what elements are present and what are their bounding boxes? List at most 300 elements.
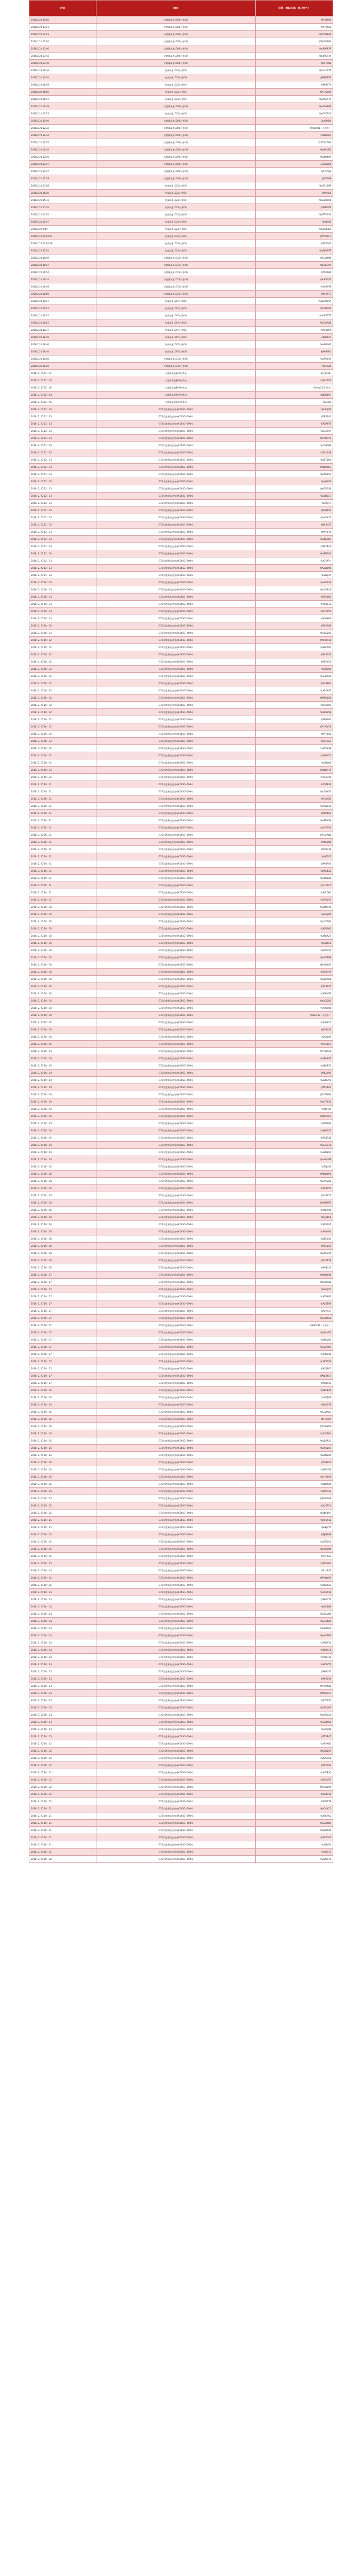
cell-time: 2018. 2. 20 10：28 bbox=[29, 1185, 96, 1192]
cell-place: 包茂高速1023公里K外 bbox=[96, 81, 256, 89]
cell-place: G75京港澳高速南向K1050+500米 bbox=[96, 1690, 256, 1697]
cell-time: 2018/2/21 18:35 bbox=[29, 334, 96, 341]
table-row bbox=[29, 1704, 333, 1711]
cell-plate: 鄂AA8799 bbox=[256, 283, 333, 291]
table-row bbox=[29, 471, 333, 478]
cell-time: 2018. 2. 20 10：32 bbox=[29, 752, 96, 759]
cell-time: 2018. 2. 20 12：33 bbox=[29, 464, 96, 471]
cell-place: G75京港澳高速南向K1050+500米 bbox=[96, 1755, 256, 1762]
cell-plate: 鄂A5NG24 bbox=[256, 1711, 333, 1719]
table-row bbox=[29, 1849, 333, 1856]
table-row bbox=[29, 1019, 333, 1026]
table-row bbox=[29, 1524, 333, 1531]
table-row bbox=[29, 305, 333, 312]
table-row bbox=[29, 363, 333, 370]
cell-plate: 鄂AT8U06 bbox=[256, 839, 333, 846]
cell-place: G75京港澳高速南向K1050+500米 bbox=[96, 954, 256, 961]
cell-time: 2018. 2. 20 12：33 bbox=[29, 442, 96, 449]
cell-place: 京港澳高速断坪收费站 bbox=[96, 377, 256, 384]
cell-time: 2018/2/21 18:20 bbox=[29, 355, 96, 363]
cell-plate: 鄂A00Q6N6 bbox=[256, 38, 333, 45]
table-row bbox=[29, 110, 333, 117]
cell-plate: 鄂A18D50 bbox=[256, 644, 333, 651]
cell-place: G75京港澳高速南向K1050+500米 bbox=[96, 1603, 256, 1611]
cell-place: G75京港澳高速南向K1050+500米 bbox=[96, 774, 256, 781]
table-row bbox=[29, 1834, 333, 1841]
table-row bbox=[29, 197, 333, 204]
cell-place: G75京港澳高速南向K1050+500米 bbox=[96, 1524, 256, 1531]
cell-place: G75京港澳高速南向K1050+500米 bbox=[96, 817, 256, 824]
cell-place: G75京港澳高速南向K1050+500米 bbox=[96, 738, 256, 745]
cell-plate: 鄂A04J92 bbox=[256, 1033, 333, 1041]
table-row bbox=[29, 774, 333, 781]
cell-place: G75京港澳高速南向K1050+500米 bbox=[96, 983, 256, 990]
table-row bbox=[29, 803, 333, 810]
cell-time: 2018. 2. 20 10：27 bbox=[29, 1365, 96, 1372]
cell-plate: 鄂ABS5770 bbox=[256, 96, 333, 103]
cell-place: G75京港澳高速南向K1050+500米 bbox=[96, 572, 256, 579]
cell-plate: 鄂A01P7H bbox=[256, 557, 333, 565]
table-row bbox=[29, 658, 333, 666]
cell-plate: 鄂A3JM56 bbox=[256, 16, 333, 24]
cell-plate: 鄂AF5Z19 bbox=[256, 1243, 333, 1250]
table-row bbox=[29, 1192, 333, 1199]
table-row bbox=[29, 565, 333, 572]
cell-place: G75京港澳高速南向K1050+500米 bbox=[96, 1358, 256, 1365]
cell-place: G75京港澳高速南向K1050+500米 bbox=[96, 1668, 256, 1675]
cell-place: 京港澳高速断坪收费站 bbox=[96, 392, 256, 399]
cell-plate: 鄂A8Q3Y1 bbox=[256, 1077, 333, 1084]
cell-time: 2018/2/21 16:49 bbox=[29, 255, 96, 262]
cell-time: 2018. 2. 20 10：28 bbox=[29, 1156, 96, 1163]
cell-time: 2018. 2. 20 10：31 bbox=[29, 788, 96, 795]
cell-plate: 鄂A81960 bbox=[256, 594, 333, 601]
table-row bbox=[29, 752, 333, 759]
cell-time: 2018. 2. 20 10：22 bbox=[29, 1748, 96, 1755]
cell-time: 2018. 2. 20 10：27 bbox=[29, 1336, 96, 1344]
cell-plate: 鄂A1PD32 bbox=[256, 1235, 333, 1243]
cell-time: 2018/2/21 18:20 bbox=[29, 363, 96, 370]
cell-plate: 鄂AWQ778 bbox=[256, 767, 333, 774]
table-row bbox=[29, 1127, 333, 1134]
table-row bbox=[29, 442, 333, 449]
cell-plate: 鄂A9R046 bbox=[256, 1005, 333, 1012]
cell-time: 2018/2/21 16:47 bbox=[29, 262, 96, 269]
cell-plate: 鄂AG5G58 bbox=[256, 485, 333, 493]
table-row bbox=[29, 1062, 333, 1070]
cell-time: 2018. 2. 20 10：32 bbox=[29, 702, 96, 709]
cell-time: 2018. 2. 20 10：29 bbox=[29, 1149, 96, 1156]
cell-plate: 鄂AX1108 bbox=[256, 449, 333, 456]
cell-plate: 鄂AM1P97 bbox=[256, 1632, 333, 1639]
cell-place: G75京港澳高速南向K1050+500米 bbox=[96, 1820, 256, 1827]
cell-place: G75京港澳高速南向K1050+500米 bbox=[96, 745, 256, 752]
table-row bbox=[29, 392, 333, 399]
cell-time: 2018. 2. 20 10：22 bbox=[29, 1769, 96, 1776]
cell-time: 2018. 2. 20 10：26 bbox=[29, 1445, 96, 1452]
table-row bbox=[29, 103, 333, 110]
cell-time: 2018. 2. 20 10：31 bbox=[29, 839, 96, 846]
table-row bbox=[29, 500, 333, 507]
cell-plate: 鄂A8JV75 bbox=[256, 1524, 333, 1531]
cell-place: G75京港澳高速南向K1050+500米 bbox=[96, 1279, 256, 1286]
cell-place: G75京港澳高速南向K1050+500米 bbox=[96, 1394, 256, 1401]
cell-plate: 鄂AF2V21 bbox=[256, 658, 333, 666]
cell-place: G75京港澳高速南向K1050+500米 bbox=[96, 651, 256, 658]
table-row bbox=[29, 1473, 333, 1481]
cell-time: 2018. 2. 20 10：32 bbox=[29, 658, 96, 666]
cell-place: G75京港澳高速南向K1050+500米 bbox=[96, 976, 256, 983]
table-row bbox=[29, 622, 333, 630]
cell-time: 2018. 2. 20 10：25 bbox=[29, 1495, 96, 1502]
cell-place: G75京港澳高速南向K1050+500米 bbox=[96, 1567, 256, 1574]
table-row bbox=[29, 1228, 333, 1235]
cell-time: 2018. 2. 20 10：23 bbox=[29, 1733, 96, 1740]
cell-place: G75京港澳高速南向K1050+500米 bbox=[96, 1250, 256, 1257]
table-row bbox=[29, 464, 333, 471]
cell-time: 2018/2/21 12:47 bbox=[29, 168, 96, 175]
cell-place: G75京港澳高速南向K1050+500米 bbox=[96, 1070, 256, 1077]
cell-time: 2018/2/21 18:52 bbox=[29, 319, 96, 327]
table-row bbox=[29, 1856, 333, 1863]
cell-plate: 鄂AM2E89 bbox=[256, 954, 333, 961]
table-row bbox=[29, 594, 333, 601]
table-row bbox=[29, 1012, 333, 1019]
cell-place: G75京港澳高速南向K1050+500米 bbox=[96, 752, 256, 759]
cell-place: G75京港澳高速南向K1050+500米 bbox=[96, 1134, 256, 1142]
cell-place: 京港澳高速1006公里K外 bbox=[96, 125, 256, 132]
cell-plate: 鄂AR7C63 bbox=[256, 1834, 333, 1841]
cell-place: G75京港澳高速南向K1050+500米 bbox=[96, 680, 256, 687]
cell-plate: 鄂A8GP52 bbox=[256, 1812, 333, 1820]
table-row bbox=[29, 1791, 333, 1798]
cell-plate: 鄂A38697T bbox=[256, 247, 333, 255]
table-row bbox=[29, 276, 333, 283]
table-row bbox=[29, 1401, 333, 1409]
cell-time: 2018. 2. 20 10：33 bbox=[29, 579, 96, 586]
cell-plate: 鄂A3WK86 bbox=[256, 1683, 333, 1690]
cell-place: G75京港澳高速南向K1050+500米 bbox=[96, 1409, 256, 1416]
table-row bbox=[29, 67, 333, 74]
cell-plate: 鄂CVN003 bbox=[256, 305, 333, 312]
cell-time: 2018. 2. 20 10：25 bbox=[29, 1567, 96, 1574]
cell-plate: 鄂AL9C76 bbox=[256, 1401, 333, 1409]
table-row bbox=[29, 334, 333, 341]
cell-time: 2018. 2. 20 10：31 bbox=[29, 846, 96, 853]
cell-time: 2018. 2. 20 12：33 bbox=[29, 449, 96, 456]
cell-plate: 鄂AN1D20 bbox=[256, 997, 333, 1005]
table-row bbox=[29, 1553, 333, 1560]
cell-time: 2018. 2. 20 10：23 bbox=[29, 1683, 96, 1690]
cell-plate: 鄂A4CN97 bbox=[256, 1510, 333, 1517]
table-row bbox=[29, 1005, 333, 1012]
cell-time: 2018. 2. 20 10：28 bbox=[29, 1243, 96, 1250]
cell-time: 2018. 2. 20 10：30 bbox=[29, 1005, 96, 1012]
cell-time: 2018. 2. 20 10：32 bbox=[29, 687, 96, 694]
cell-plate: 鄂A6KV97 bbox=[256, 990, 333, 997]
cell-time: 2018. 2. 20 10：26 bbox=[29, 1394, 96, 1401]
table-row bbox=[29, 1784, 333, 1791]
cell-time: 2018. 2. 20 10：25 bbox=[29, 1538, 96, 1546]
cell-time: 2018/2/21 18:49 bbox=[29, 283, 96, 291]
cell-plate: 鄂A2YT27 bbox=[256, 1308, 333, 1315]
cell-place: G75京港澳高速南向K1050+500米 bbox=[96, 1647, 256, 1654]
cell-place: G75京港澳高速南向K1050+500米 bbox=[96, 1012, 256, 1019]
cell-place: G75京港澳高速南向K1050+500米 bbox=[96, 1726, 256, 1733]
table-row bbox=[29, 839, 333, 846]
cell-place: G75京港澳高速南向K1050+500米 bbox=[96, 846, 256, 853]
cell-time: 2018. 2. 20 10：27 bbox=[29, 1351, 96, 1358]
table-row bbox=[29, 1647, 333, 1654]
cell-plate: 鄂AT6P29 bbox=[256, 1416, 333, 1423]
cell-time: 2018. 2. 20 10：25 bbox=[29, 1582, 96, 1589]
table-row bbox=[29, 1502, 333, 1510]
cell-plate: 鄂AQJ551 bbox=[256, 940, 333, 947]
cell-time: 2018. 2. 20 10：30 bbox=[29, 940, 96, 947]
cell-place: G75京港澳高速南向K1050+500米 bbox=[96, 860, 256, 868]
cell-place: G75京港澳高速南向K1050+500米 bbox=[96, 435, 256, 442]
cell-time: 2018. 2. 20 10：24 bbox=[29, 1647, 96, 1654]
cell-plate: 鄂AB9S71 bbox=[256, 1647, 333, 1654]
cell-place: G75京港澳高速南向K1050+500米 bbox=[96, 1553, 256, 1560]
cell-place: G75京港澳高速南向K1050+500米 bbox=[96, 1473, 256, 1481]
cell-time: 2018. 2. 20 12：33 bbox=[29, 456, 96, 464]
cell-plate: 鄂AL2V09 bbox=[256, 1070, 333, 1077]
cell-time: 2018. 2. 20 10：21 bbox=[29, 1841, 96, 1849]
cell-plate: 鄂AA1T01 bbox=[256, 377, 333, 384]
table-row bbox=[29, 1315, 333, 1322]
cell-place: G75京港澳高速南向K1050+500米 bbox=[96, 1769, 256, 1776]
cell-plate: 鄂A4G069 bbox=[256, 536, 333, 543]
cell-plate: 鄂A8UU62 bbox=[256, 146, 333, 154]
table-row bbox=[29, 1214, 333, 1221]
table-row bbox=[29, 1048, 333, 1055]
cell-time: 2018. 2. 20 10：31 bbox=[29, 853, 96, 860]
cell-place: 包茂高速1023公里K外 bbox=[96, 67, 256, 74]
cell-place: G75京港澳高速南向K1050+500米 bbox=[96, 1805, 256, 1812]
cell-place: G75京港澳高速南向K1050+500米 bbox=[96, 1106, 256, 1113]
cell-plate: 鄂A2CS56 bbox=[256, 1755, 333, 1762]
cell-place: G75京港澳高速南向K1050+500米 bbox=[96, 1791, 256, 1798]
cell-place: 包茂高速1023公里K外 bbox=[96, 233, 256, 240]
cell-place: G75京港澳高速南向K1050+500米 bbox=[96, 1329, 256, 1336]
cell-plate: 鄂A0DY34 bbox=[256, 1639, 333, 1647]
cell-time: 2018. 2. 20 10：21 bbox=[29, 1805, 96, 1812]
cell-time: 2018/2/21 15:35 bbox=[29, 211, 96, 218]
cell-plate: 鄂AU2N89 bbox=[256, 1820, 333, 1827]
cell-place: G75京港澳高速南向K1050+500米 bbox=[96, 702, 256, 709]
table-row bbox=[29, 456, 333, 464]
cell-plate: 鄂AQ9W40 bbox=[256, 1272, 333, 1279]
cell-time: 2018. 2. 20 10：23 bbox=[29, 1719, 96, 1726]
cell-time: 2018. 2. 20 10：29 bbox=[29, 1098, 96, 1106]
cell-place: 包茂高速1023公里K外 bbox=[96, 218, 256, 226]
cell-time: 2018. 2. 20 12：33 bbox=[29, 507, 96, 514]
cell-place: G75京港澳高速南向K1050+500米 bbox=[96, 1336, 256, 1344]
table-row bbox=[29, 1394, 333, 1401]
cell-time: 2018. 2. 20 10：27 bbox=[29, 1279, 96, 1286]
table-row bbox=[29, 1748, 333, 1755]
table-row bbox=[29, 1264, 333, 1272]
cell-time: 2018. 2. 20 10：30 bbox=[29, 918, 96, 925]
cell-time: 2018. 2. 20 10：30 bbox=[29, 954, 96, 961]
table-row bbox=[29, 1618, 333, 1625]
cell-place: 京港澳高速1006公里K外 bbox=[96, 45, 256, 53]
cell-place: 包茂高速1023公里K外 bbox=[96, 240, 256, 247]
cell-time: 2018. 2. 20 12：33 bbox=[29, 493, 96, 500]
cell-plate: 鄂AZ6681 bbox=[256, 925, 333, 933]
cell-plate: 鄂AH3X91 bbox=[256, 1473, 333, 1481]
cell-time: 2018. 2. 20 10：30 bbox=[29, 990, 96, 997]
cell-plate: 鄂AF2H60 bbox=[256, 1560, 333, 1567]
cell-plate: 鄂A2GZ05 bbox=[256, 630, 333, 637]
cell-time: 2018. 2. 20 10：32 bbox=[29, 759, 96, 767]
cell-time: 2018. 2. 20 10：24 bbox=[29, 1596, 96, 1603]
cell-time: 2018. 2. 20 10：28 bbox=[29, 1221, 96, 1228]
cell-plate: 鄂A4TK13 bbox=[256, 1192, 333, 1199]
table-row bbox=[29, 651, 333, 658]
cell-place: G75京港澳高速南向K1050+500米 bbox=[96, 550, 256, 557]
cell-place: 包茂高速1023公里K外 bbox=[96, 247, 256, 255]
cell-time: 2018. 2. 20 10：22 bbox=[29, 1784, 96, 1791]
table-row bbox=[29, 781, 333, 788]
cell-place: 包茂高速1023公里K外 bbox=[96, 74, 256, 81]
cell-plate: 鄂A6EW04 bbox=[256, 1784, 333, 1791]
cell-plate: 鄂A17A896 bbox=[256, 103, 333, 110]
table-row bbox=[29, 161, 333, 168]
cell-place: 京港澳高速1013公里K外 bbox=[96, 262, 256, 269]
table-row bbox=[29, 1293, 333, 1300]
cell-plate: 鄂AL5Y27 bbox=[256, 521, 333, 529]
table-row bbox=[29, 997, 333, 1005]
cell-time: 2018. 2. 20 10：31 bbox=[29, 803, 96, 810]
cell-plate: 鄂A2HA68 bbox=[256, 976, 333, 983]
table-row bbox=[29, 1329, 333, 1336]
cell-plate: 鄂AS5696 bbox=[256, 269, 333, 276]
table-row bbox=[29, 1495, 333, 1502]
cell-plate: 鄂AX7J06 bbox=[256, 1603, 333, 1611]
cell-place: G75京港澳高速南向K1050+500米 bbox=[96, 925, 256, 933]
table-row bbox=[29, 1106, 333, 1113]
cell-plate: 鄂A7L85 bbox=[256, 363, 333, 370]
cell-place: G75京港澳高速南向K1050+500米 bbox=[96, 1199, 256, 1207]
cell-plate: 鄂A7SN63 bbox=[256, 1293, 333, 1300]
table-row bbox=[29, 1546, 333, 1553]
cell-plate: 鄂A3C9W5 bbox=[256, 832, 333, 839]
cell-place: G75京港澳高速南向K1050+500米 bbox=[96, 1235, 256, 1243]
cell-plate: 鄂AF9Q72 bbox=[256, 896, 333, 904]
cell-time: 2018. 2. 20 10：28 bbox=[29, 1214, 96, 1221]
table-row bbox=[29, 514, 333, 521]
cell-plate: 鄂A7PR36 bbox=[256, 781, 333, 788]
cell-place: G75京港澳高速南向K1050+500米 bbox=[96, 622, 256, 630]
cell-plate: 鄂ACB0996 bbox=[256, 197, 333, 204]
cell-time: 2018. 2. 20 10：28 bbox=[29, 1207, 96, 1214]
cell-plate: 鄂ADJ0X9 bbox=[256, 507, 333, 514]
cell-time: 2018/2/21 11:49 bbox=[29, 117, 96, 125]
cell-plate: 鄂ABAB3L5 bbox=[256, 226, 333, 233]
cell-place: G75京港澳高速南向K1050+500米 bbox=[96, 889, 256, 896]
table-row bbox=[29, 586, 333, 594]
table-row bbox=[29, 1257, 333, 1264]
table-row bbox=[29, 1654, 333, 1661]
cell-plate: 鄂A8V3R4 bbox=[256, 355, 333, 363]
cell-place: G75京港澳高速南向K1050+500米 bbox=[96, 1322, 256, 1329]
cell-place: G75京港澳高速南向K1050+500米 bbox=[96, 1531, 256, 1538]
cell-place: G75京港澳高速南向K1050+500米 bbox=[96, 1365, 256, 1372]
cell-plate: 鄂A9DF36（小型车） bbox=[256, 1322, 333, 1329]
cell-time: 2018/2/21 12:32 bbox=[29, 125, 96, 132]
cell-plate: 鄂A7TX50 bbox=[256, 1697, 333, 1704]
cell-plate: 鄂A0RP93 bbox=[256, 1120, 333, 1127]
table-row bbox=[29, 644, 333, 651]
cell-place: G75京港澳高速南向K1050+500米 bbox=[96, 767, 256, 774]
cell-time: 2018. 2. 20 10：29 bbox=[29, 1091, 96, 1098]
table-row bbox=[29, 550, 333, 557]
table-row bbox=[29, 226, 333, 233]
cell-plate: 鄂AQ2R18 bbox=[256, 586, 333, 594]
cell-time: 2018/2/21 12:44 bbox=[29, 146, 96, 154]
cell-time: 2018. 2. 20 10：28 bbox=[29, 1257, 96, 1264]
cell-time: 2018. 2. 20 10：28 bbox=[29, 1235, 96, 1243]
cell-plate: 鄂AL8N81 bbox=[256, 615, 333, 622]
cell-place: G75京港澳高速南向K1050+500米 bbox=[96, 759, 256, 767]
cell-time: 2018. 2. 20 12：33 bbox=[29, 572, 96, 579]
cell-time: 2018. 2. 20 10：29 bbox=[29, 1048, 96, 1055]
cell-plate: 鄂AV8W94 bbox=[256, 1574, 333, 1582]
table-row bbox=[29, 1755, 333, 1762]
table-row bbox=[29, 1387, 333, 1394]
cell-plate: 鄂AC4N25 bbox=[256, 1618, 333, 1625]
table-row bbox=[29, 702, 333, 709]
cell-plate: 鄂A8GG72 bbox=[256, 276, 333, 283]
table-row bbox=[29, 1308, 333, 1315]
cell-plate: 鄂AR1Y32 bbox=[256, 1517, 333, 1524]
cell-plate: 鄂AB0X25 bbox=[256, 752, 333, 759]
table-row bbox=[29, 954, 333, 961]
table-row bbox=[29, 1243, 333, 1250]
table-row bbox=[29, 1510, 333, 1517]
cell-place: G75京港澳高速南向K1050+500米 bbox=[96, 1344, 256, 1351]
cell-plate: 鄂AG1F90 bbox=[256, 774, 333, 781]
cell-time: 2018. 2. 20 10：33 bbox=[29, 622, 96, 630]
cell-plate: 湘L(2019) bbox=[256, 370, 333, 377]
cell-place: G75京港澳高速南向K1050+500米 bbox=[96, 1574, 256, 1582]
cell-plate: 鄂AS8F02 bbox=[256, 1459, 333, 1466]
cell-time: 2018. 2. 20 12：33 bbox=[29, 521, 96, 529]
cell-time: 2018. 2. 20 10：25 bbox=[29, 1510, 96, 1517]
cell-plate: 鄂AZ2W06 bbox=[256, 565, 333, 572]
cell-time: 2018. 2. 20 10：24 bbox=[29, 1654, 96, 1661]
cell-place: G75京港澳高速南向K1050+500米 bbox=[96, 1120, 256, 1127]
table-row bbox=[29, 1827, 333, 1834]
cell-place: G75京港澳高速南向K1050+500米 bbox=[96, 1675, 256, 1683]
cell-plate: 鄂ARA092 bbox=[256, 702, 333, 709]
cell-time: 2018. 2. 20 10：23 bbox=[29, 1668, 96, 1675]
cell-plate: 云A03J866 bbox=[256, 161, 333, 168]
cell-time: 2018/2/22 22:34 bbox=[29, 247, 96, 255]
cell-time: 2018. 2. 20 10：32 bbox=[29, 738, 96, 745]
table-row bbox=[29, 615, 333, 622]
cell-place: G75京港澳高速南向K1050+500米 bbox=[96, 918, 256, 925]
cell-place: G75京港澳高速南向K1050+500米 bbox=[96, 1041, 256, 1048]
table-row bbox=[29, 543, 333, 550]
cell-time: 2018. 2. 20 10：25 bbox=[29, 1560, 96, 1567]
cell-place: G75京港澳高速南向K1050+500米 bbox=[96, 731, 256, 738]
cell-plate: 鄂AU9F50 bbox=[256, 1185, 333, 1192]
cell-time: 2018. 2. 20 10：26 bbox=[29, 1401, 96, 1409]
cell-place: G75京港澳高速南向K1050+500米 bbox=[96, 1510, 256, 1517]
